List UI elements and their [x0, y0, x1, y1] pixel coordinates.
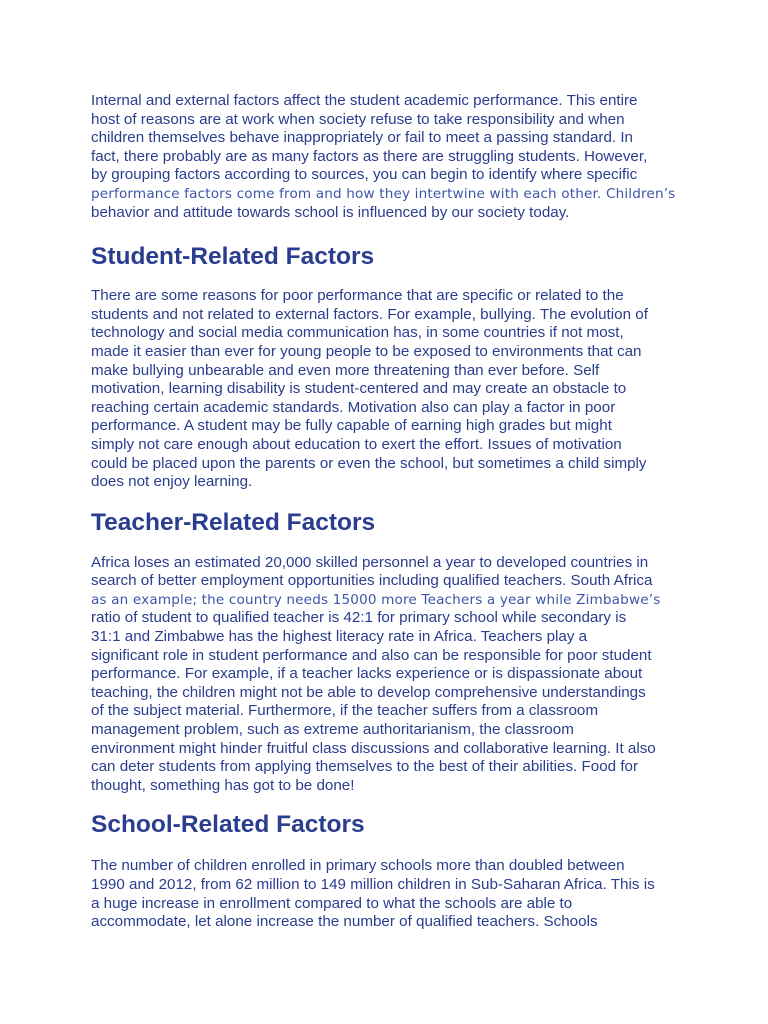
text-line: host of reasons are at work when society refuse to take responsibility and when	[91, 110, 625, 128]
text-line: There are some reasons for poor performance that are specific or related to the	[91, 287, 624, 305]
text-line: Internal and external factors affect the student academic performance. This entire	[91, 92, 638, 109]
text-line: ratio of student to qualified teacher is 42:1 for primary school while secondary is	[91, 609, 627, 627]
intro-paragraph	[91, 92, 691, 222]
section-heading-school: School-Related Factors	[91, 811, 365, 839]
text-line: accommodate, let alone increase the number of qualified teachers. Schools	[91, 913, 598, 931]
text-line: performance. A student may be fully capable of earning high grades but might	[91, 417, 612, 435]
text-line: make bullying unbearable and even more threatening than ever before. Self	[91, 361, 600, 379]
text-line: does not enjoy learning.	[91, 473, 253, 491]
text-line: search of better employment opportunities including qualified teachers. South Africa	[91, 572, 653, 590]
text-line: could be placed upon the parents or even the school, but sometimes a child simply	[91, 454, 647, 472]
text-line: teaching, the children might not be able to develop comprehensive understandings	[91, 683, 646, 701]
text-line: made it easier than ever for young people to be exposed to environments that can	[91, 342, 642, 360]
text-line: technology and social media communication has, in some countries if not most,	[91, 324, 624, 342]
text-line: children themselves behave inappropriately or fail to meet a passing standard. In	[91, 129, 633, 147]
text-line: students and not related to external factors. For example, bullying. The evolution of	[91, 305, 648, 323]
text-line: performance. For example, if a teacher lacks experience or is dispassionate about	[91, 665, 643, 683]
text-line: Africa loses an estimated 20,000 skilled personnel a year to developed countries in	[91, 553, 649, 571]
text-line: 1990 and 2012, from 62 million to 149 million children in Sub-Saharan Africa. This is	[91, 876, 655, 893]
text-line: fact, there probably are as many factors as there are struggling students. However,	[91, 147, 648, 165]
school-factors-paragraph	[91, 857, 691, 931]
text-line: can deter students from applying themselves to the best of their abilities. Food for	[91, 758, 639, 776]
document-page	[91, 92, 691, 932]
text-line: performance factors come from and how they intertwine with each other. Children’s	[91, 185, 676, 202]
text-line: reaching certain academic standards. Motivation also can play a factor in poor	[91, 398, 616, 416]
text-line: environment might hinder fruitful class discussions and collaborative learning. It also	[91, 739, 656, 757]
text-line: by grouping factors according to sources, you can begin to identify where specific	[91, 166, 638, 184]
text-line: 31:1 and Zimbabwe has the highest literacy rate in Africa. Teachers play a	[91, 628, 588, 646]
student-factors-paragraph	[91, 287, 691, 492]
text-line: as an example; the country needs 15000 more Teachers a year while Zimbabwe’s	[91, 591, 661, 608]
text-line: of the subject material. Furthermore, if the teacher suffers from a classroom	[91, 702, 599, 720]
text-line: significant role in student performance and also can be responsible for poor student	[91, 646, 652, 664]
text-line: management problem, such as extreme authoritarianism, the classroom	[91, 721, 574, 739]
text-line: motivation, learning disability is student-centered and may create an obstacle to	[91, 380, 627, 398]
text-line: a huge increase in enrollment compared to what the schools are able to	[91, 894, 573, 912]
text-line: The number of children enrolled in primary schools more than doubled between	[91, 857, 625, 875]
text-line: thought, something has got to be done!	[91, 776, 355, 794]
text-line: simply not care enough about education to exert the effort. Issues of motivation	[91, 435, 622, 453]
section-heading-teacher: Teacher-Related Factors	[91, 508, 376, 536]
teacher-factors-paragraph	[91, 554, 691, 796]
section-heading-student: Student-Related Factors	[91, 243, 375, 271]
text-line: behavior and attitude towards school is influenced by our society today.	[91, 203, 570, 221]
